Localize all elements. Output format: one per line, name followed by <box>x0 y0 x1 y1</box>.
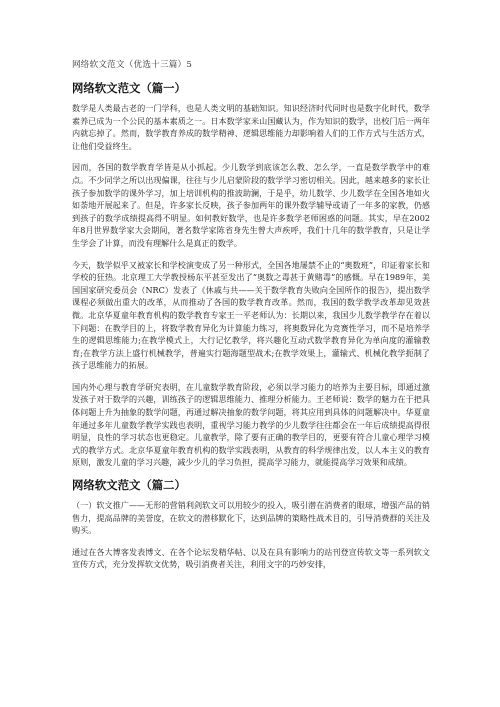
paragraph: 国内外心理与教育学研究表明，在儿童数学教育阶段，必须以学习能力的培养为主要目标，即通过激发孩子对于数学的兴趣，训练孩子的逻辑思维能力、推理分析能力。王老师说：数学的魅力在于把具体问题上升为抽象的数学问题，再通过解决抽象的数学问题，将其应用到具体的问题解决中。华夏童年通过多年儿童数学教学实践也表明，重视学习能力教学的少儿数学往往都会在一年后成绩提高得很明显，良性的学习状态也更稳定。儿童教学，除了要有正确的教学目的，更要有符合儿童心理学习模式的教学方式。北京华夏童年教育机构的数学实践表明，从教育的科学规律出发，以人本主义的教育原则，激发儿童的学习兴趣，减少少儿的学习负担，提高学习能力，就能提高学习效果和成绩。 <box>72 381 430 468</box>
paragraph: 通过在各大博客发表博文、在各个论坛发精华帖、以及在具有影响力的站刊登宣传软文等一系列软文宣传方式，充分发挥软文优势，吸引消费者关注，利用文字的巧妙安排， <box>72 546 430 570</box>
section-title: 网络软文范文（篇一） <box>72 81 186 95</box>
paragraph: 因而，各国的数学教育学皆是从小抓起。少儿数学到底该怎么教、怎么学，一直是数学教学中的难点。不少同学之所以出现偏课，往往与少儿启蒙阶段的数学学习密切相关。因此，越来越多的家长让孩子参加数学的课外学习，加上培训机构的推波助澜，于是乎，幼儿数学、少儿数学在全国各地如火如荼地开展起来了。但是，许多家长反映，孩子参加两年的课外数学辅导或请了一年多的家教，仍感到孩子的数学成绩提高得不明显。如何教好数学，也是许多数学老师困惑的问题。其实，早在2002年8月世界数学家大会期间，著名数学家陈省身先生曾大声疾呼，我们十几年的数学教育，只是让学生学会了计算，而没有理解什么是真正的数学。 <box>72 162 430 248</box>
paragraph: 数学是人类最古老的一门学科，也是人类文明的基础知识。知识经济时代同时也是数字化时代，数学素养已成为一个公民的基本素质之一。日本数学家米山国藏认为，作为知识的数学，出校门后一两年内就忘掉了。然而，数学教育养成的数学精神、逻辑思维能力却影响着人们的工作方式与生活方式，让他们受益终生。 <box>72 103 430 151</box>
running-header: 网络软文范文（优选十三篇）5 <box>72 60 192 70</box>
section-title: 网络软文范文（篇二） <box>72 478 186 493</box>
paragraph: （一）软文推广——无形的营销利剑软文可以用较少的投入，吸引潜在消费者的眼球，增强产品的销售力，提高品牌的美誉度，在软文的潜移默化下，达到品牌的策略性战术目的，引导消费群的关注及购买。 <box>72 500 430 536</box>
document-body <box>72 81 430 579</box>
section-1 <box>72 81 430 469</box>
paragraph: 今天，数学似乎又被家长和学校演变成了另一种形式，全国各地屡禁不止的“奥数班”，印证着家长和学校的狂热。北京理工大学教授杨东平甚至发出了“奥数之毒甚于黄赌毒”的感慨。早在1989年，美国国家研究委员会（NRC）发表了《休戚与共——关于数学教育失败向全国所作的报告》，提出数学课程必须做出重大的改革，从而推动了各国的数学教育改革。然而，我国的数学教学改革却见效甚微。北京华夏童年教育机构的数学教育专家王一平老师认为：长期以来，我国少儿数学教学存在着以下问题：在教学目的上，将数学教育异化为计算能力练习，将奥数异化为竞赛性学习，而不是培养学生的逻辑思维能力;在教学模式上，大行记忆教学，将兴趣化互动式数学教育异化为单向度的灌输教育;在教学方法上盛行机械教学，普遍实行题海题型战术;在教学效果上，灌输式、机械化教学扼制了孩子思维能力的拓展。 <box>72 259 430 371</box>
section-2 <box>72 478 430 571</box>
